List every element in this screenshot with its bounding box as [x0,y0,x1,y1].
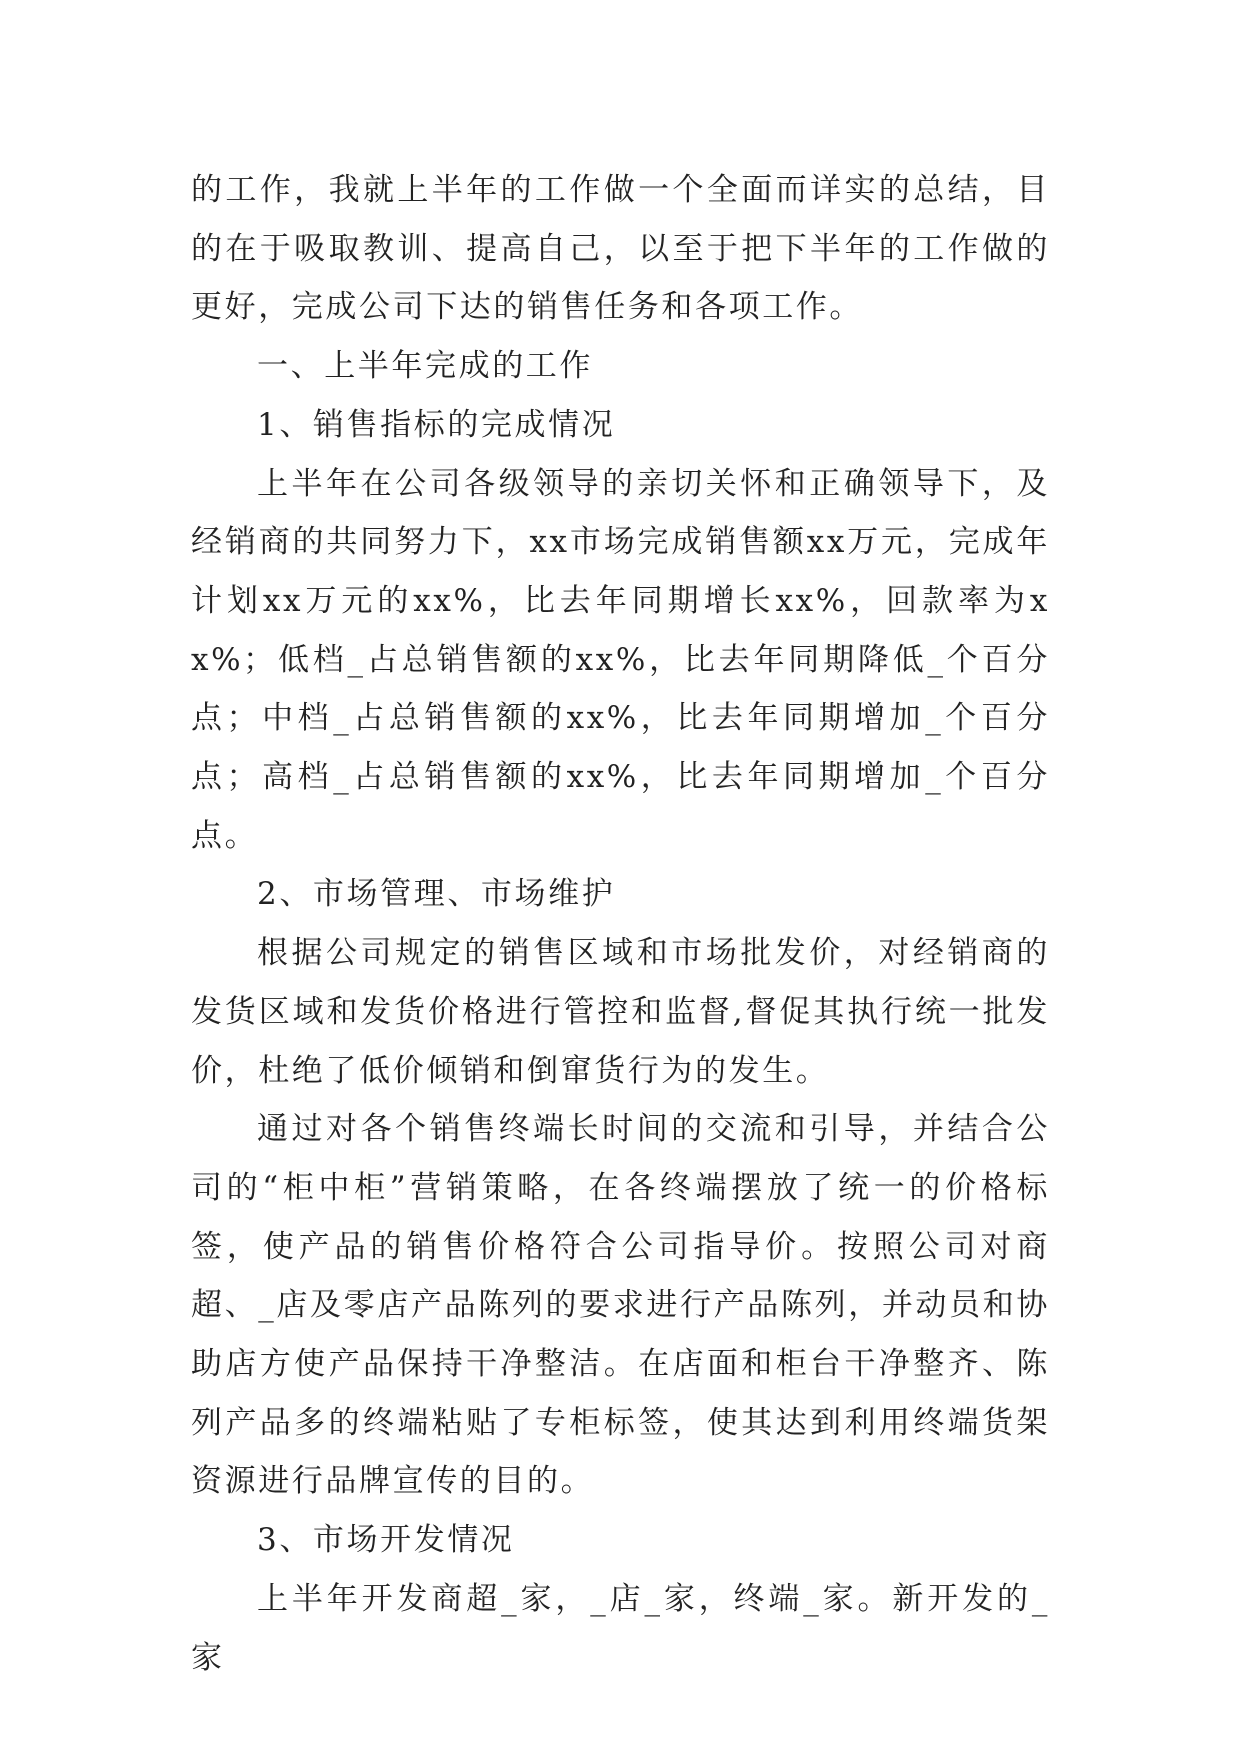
body-paragraph: 上半年在公司各级领导的亲切关怀和正确领导下，及经销商的共同努力下，xx市场完成销售额xx万元，完成年计划xx万元的xx%，比去年同期增长xx%，回款率为xx%；低档_占总销售额的xx%，比去年同期降低_个百分点；中档_占总销售额的xx%，比去年同期增加_个百分点；高档_占总销售额的xx%，比去年同期增加_个百分点。 [191,465,1050,854]
body-paragraph: 上半年开发商超_家，_店_家，终端_家。新开发的_家 [191,1580,1050,1676]
subsection-heading: 2、市场管理、市场维护 [257,876,616,913]
subsection-heading: 3、市场开发情况 [257,1522,515,1559]
body-paragraph: 通过对各个销售终端长时间的交流和引导，并结合公司的“柜中柜”营销策略，在各终端摆放了统一的价格标签，使产品的销售价格符合公司指导价。按照公司对商超、_店及零店产品陈列的要求进行产品陈列，并动员和协助店方使产品保持干净整洁。在店面和柜台干净整齐、陈列产品多的终端粘贴了专柜标签，使其达到利用终端货架资源进行品牌宣传的目的。 [191,1111,1050,1500]
subsection-heading: 1、销售指标的完成情况 [257,406,616,443]
body-paragraph: 的工作，我就上半年的工作做一个全面而详实的总结，目的在于吸取教训、提高自己，以至于把下半年的工作做的更好，完成公司下达的销售任务和各项工作。 [191,172,1050,326]
section-heading: 一、上半年完成的工作 [257,348,593,385]
document-body [191,161,1050,1687]
body-paragraph: 根据公司规定的销售区域和市场批发价，对经销商的发货区域和发货价格进行管控和监督,督促其执行统一批发价，杜绝了低价倾销和倒窜货行为的发生。 [191,935,1050,1089]
